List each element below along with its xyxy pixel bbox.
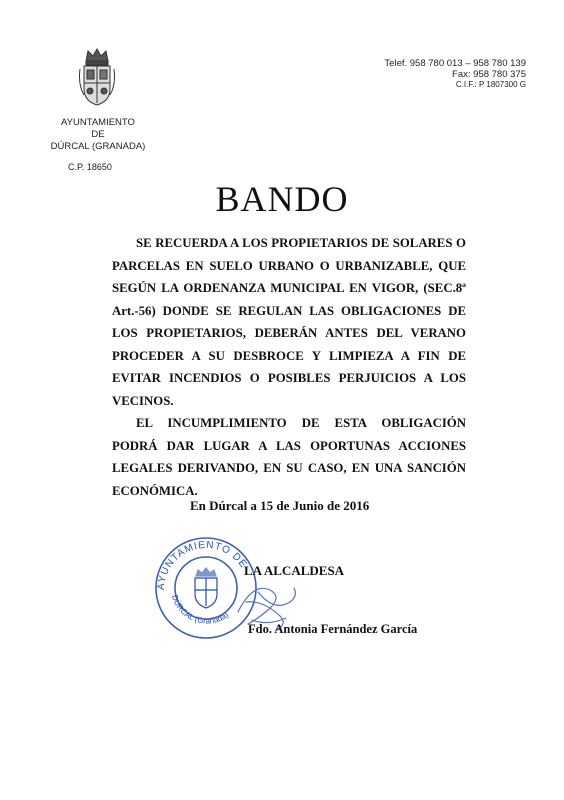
fax-number: Fax: 958 780 375 xyxy=(452,69,526,80)
body-paragraph: SE RECUERDA A LOS PROPIETARIOS DE SOLARES O PARCELAS EN SUELO URBANO O URBANIZABLE, QUE SEGÚN LA ORDENANZA MUNICIPAL EN VIGOR, (SEC.8ª Art.-56) DONDE SE REGULAN LAS OBLIGACIONES DE LOS PROPIETARIOS, DEBERÁN ANTES DEL VERANO PROCEDER A SU DESBROCE Y LIMPIEZA A FIN DE EVITAR INCENDIOS O POSIBLES PERJUICIOS A LOS VECINOS. xyxy=(112,236,466,408)
contact-block xyxy=(384,58,526,90)
postal-code: C.P. 18650 xyxy=(68,162,112,172)
signed-by: Fdo. Antonia Fernández García xyxy=(248,622,418,636)
tax-id: C.I.F.: P 1807300 G xyxy=(455,80,526,89)
body-paragraph: EL INCUMPLIMIENTO DE ESTA OBLIGACIÓN PODRÁ DAR LUGAR A LAS OPORTUNAS ACCIONES LEGALES DERIVANDO, EN SU CASO, EN UNA SANCIÓN ECONÓMICA. xyxy=(112,416,466,498)
document-title: BANDO xyxy=(215,179,349,219)
municipality-line: AYUNTAMIENTO xyxy=(61,117,135,128)
svg-text:DÚRCAL (Granada) xyxy=(170,594,230,626)
municipal-crest-logo xyxy=(78,45,116,107)
phone-numbers: Telef. 958 780 013 – 958 780 139 xyxy=(384,58,526,69)
document-body xyxy=(112,232,466,502)
date-line: En Dúrcal a 15 de Junio de 2016 xyxy=(190,498,370,513)
municipality-name xyxy=(44,117,152,153)
municipality-line: DE xyxy=(91,129,105,140)
stamp-text-top: AYUNTAMIENTO DE xyxy=(155,539,249,591)
signatory-role: LA ALCALDESA xyxy=(244,563,345,578)
stamp-text-bottom: DÚRCAL (Granada) xyxy=(169,593,231,626)
municipality-line: DÚRCAL (GRANADA) xyxy=(50,141,146,152)
